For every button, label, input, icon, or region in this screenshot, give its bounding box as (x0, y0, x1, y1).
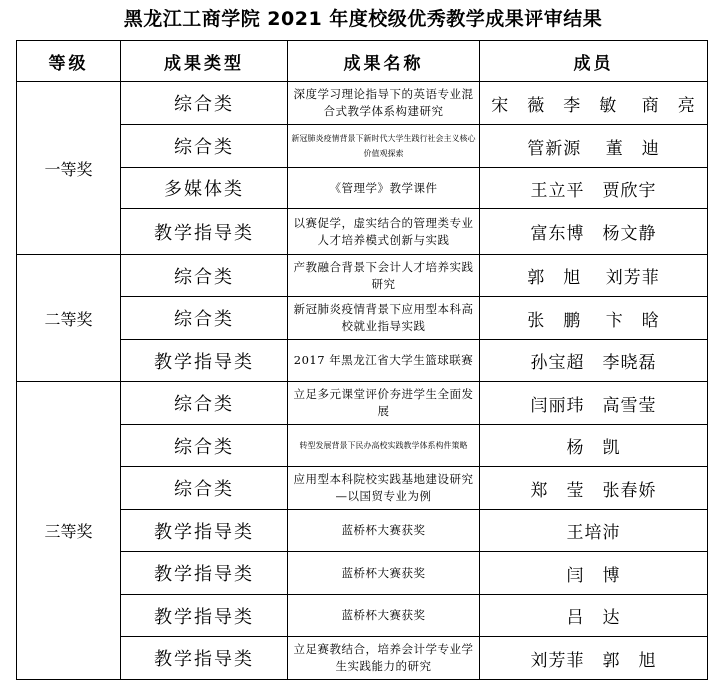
header-type: 成果类型 (121, 41, 288, 82)
members-cell: 富东博 杨文静 (480, 209, 708, 255)
table-row (17, 467, 708, 510)
type-cell: 综合类 (121, 425, 288, 467)
members-cell: 闫丽玮 高雪莹 (480, 382, 708, 425)
header-row (17, 41, 708, 82)
type-cell: 教学指导类 (121, 510, 288, 552)
name-cell: 蓝桥杯大赛获奖 (288, 595, 480, 637)
name-cell: 立足多元课堂评价夯进学生全面发展 (288, 382, 480, 425)
name-cell: 蓝桥杯大赛获奖 (288, 552, 480, 595)
type-cell: 综合类 (121, 297, 288, 340)
name-cell: 新冠肺炎疫情背景下新时代大学生践行社会主义核心价值观探索 (288, 125, 480, 168)
type-cell: 综合类 (121, 125, 288, 168)
members-cell: 杨 凯 (480, 425, 708, 467)
table-row (17, 425, 708, 467)
type-cell: 综合类 (121, 255, 288, 297)
table-row (17, 125, 708, 168)
type-cell: 多媒体类 (121, 168, 288, 209)
type-cell: 综合类 (121, 82, 288, 125)
name-cell: 以赛促学，虚实结合的管理类专业人才培养模式创新与实践 (288, 209, 480, 255)
table-row (17, 637, 708, 680)
table-row (17, 255, 708, 297)
table-row (17, 168, 708, 209)
members-cell: 郑 莹 张春娇 (480, 467, 708, 510)
name-cell: 转型发展背景下民办高校实践教学体系构件策略 (288, 425, 480, 467)
level-cell-first-prize: 一等奖 (17, 82, 121, 255)
members-cell: 张 鹏 卞 晗 (480, 297, 708, 340)
name-cell: 产教融合背景下会计人才培养实践研究 (288, 255, 480, 297)
name-cell: 应用型本科院校实践基地建设研究—以国贸专业为例 (288, 467, 480, 510)
members-cell: 管新源 董 迪 (480, 125, 708, 168)
table-row (17, 510, 708, 552)
type-cell: 教学指导类 (121, 637, 288, 680)
members-cell: 闫 博 (480, 552, 708, 595)
table-row (17, 82, 708, 125)
level-cell-third-prize: 三等奖 (17, 382, 121, 680)
table-row (17, 552, 708, 595)
members-cell: 孙宝超 李晓磊 (480, 340, 708, 382)
name-cell: 《管理学》教学课件 (288, 168, 480, 209)
members-cell: 王立平 贾欣宇 (480, 168, 708, 209)
name-cell: 立足赛教结合，培养会计学专业学生实践能力的研究 (288, 637, 480, 680)
members-cell: 吕 达 (480, 595, 708, 637)
members-cell: 宋 薇 李 敏 商 亮 (480, 82, 708, 125)
type-cell: 教学指导类 (121, 552, 288, 595)
name-cell: 蓝桥杯大赛获奖 (288, 510, 480, 552)
type-cell: 教学指导类 (121, 595, 288, 637)
header-name: 成果名称 (288, 41, 480, 82)
type-cell: 综合类 (121, 467, 288, 510)
header-level: 等级 (17, 41, 121, 82)
type-cell: 综合类 (121, 382, 288, 425)
members-cell: 郭 旭 刘芳菲 (480, 255, 708, 297)
header-members: 成员 (480, 41, 708, 82)
table-row (17, 595, 708, 637)
table-row (17, 297, 708, 340)
name-cell: 新冠肺炎疫情背景下应用型本科高校就业指导实践 (288, 297, 480, 340)
members-cell: 王培沛 (480, 510, 708, 552)
type-cell: 教学指导类 (121, 340, 288, 382)
type-cell: 教学指导类 (121, 209, 288, 255)
results-table (16, 40, 708, 680)
level-cell-second-prize: 二等奖 (17, 255, 121, 382)
table-row (17, 340, 708, 382)
table-row (17, 209, 708, 255)
members-cell: 刘芳菲 郭 旭 (480, 637, 708, 680)
name-cell: 深度学习理论指导下的英语专业混合式教学体系构建研究 (288, 82, 480, 125)
table-row (17, 382, 708, 425)
name-cell: 2017 年黑龙江省大学生篮球联赛 (288, 340, 480, 382)
document-title: 黑龙江工商学院 2021 年度校级优秀教学成果评审结果 (123, 8, 603, 30)
